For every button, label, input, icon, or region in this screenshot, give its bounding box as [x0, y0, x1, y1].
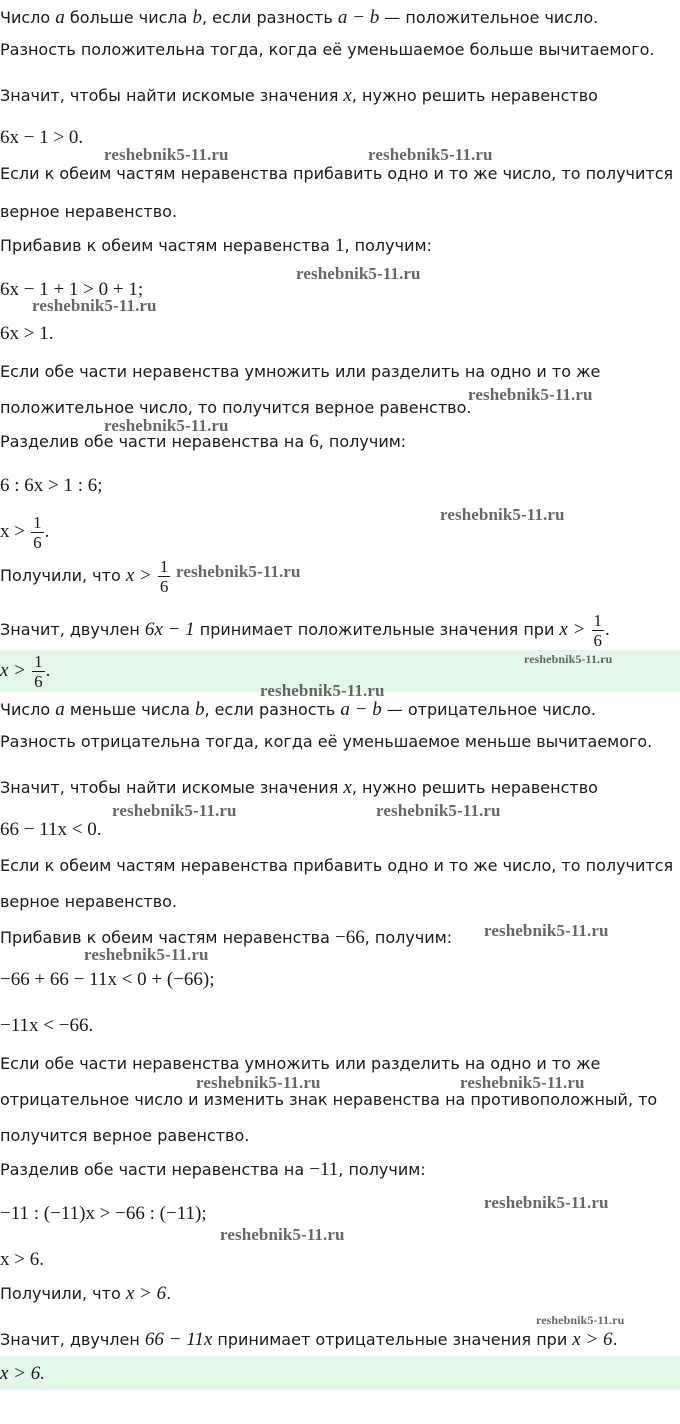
fraction	[32, 653, 45, 690]
p2-line-6: верное неравенство.	[0, 892, 178, 911]
math: 66 − 11x	[144, 1329, 213, 1350]
math: x >	[125, 565, 152, 586]
p2-line-3	[0, 778, 598, 798]
p1-answer	[0, 652, 50, 690]
p2-line-12: получится верное равенство.	[0, 1126, 250, 1145]
math: a	[55, 699, 65, 720]
watermark: reshebnik5-11.ru	[484, 921, 609, 940]
p2-step-result: −11x < −66.	[0, 1015, 94, 1036]
p2-line-2: Разность отрицательна тогда, когда её уменьшаемое меньше вычитаемого.	[0, 732, 653, 751]
watermark: reshebnik5-11.ru	[296, 264, 421, 283]
p1-line-16	[0, 610, 610, 650]
text: .	[166, 1284, 172, 1303]
numerator: 1	[33, 513, 42, 532]
text: Прибавив к обеим частям неравенства	[0, 236, 335, 255]
text: Прибавив к обеим частям неравенства	[0, 928, 335, 947]
text: больше числа	[64, 8, 193, 27]
text: Значит, чтобы найти искомые значения	[0, 778, 344, 797]
text: , нужно решить неравенство	[351, 778, 598, 797]
text: — положительное число.	[379, 8, 599, 27]
p2-line-7	[0, 928, 452, 948]
numerator: 1	[593, 611, 603, 630]
p1-line-3	[0, 86, 598, 106]
watermark: reshebnik5-11.ru	[260, 681, 385, 700]
math: a − b	[337, 7, 380, 28]
p1-line-6: верное неравенство.	[0, 202, 178, 221]
text: Число	[0, 8, 56, 27]
math: 1	[335, 235, 345, 256]
watermark: reshebnik5-11.ru	[484, 1193, 609, 1212]
text: Получили, что	[0, 566, 126, 585]
text: Разделив обе части неравенства на	[0, 1160, 310, 1179]
text: Число	[0, 700, 56, 719]
p2-line-16	[0, 1284, 171, 1304]
p1-inequality: 6x − 1 > 0.	[0, 127, 84, 148]
text: — отрицательное число.	[381, 700, 596, 719]
watermark: reshebnik5-11.ru	[196, 1073, 321, 1092]
p2-answer: x > 6.	[0, 1363, 46, 1384]
watermark: reshebnik5-11.ru	[468, 385, 593, 404]
math: 6	[309, 431, 319, 452]
math: a	[55, 7, 65, 28]
watermark: reshebnik5-11.ru	[104, 416, 229, 435]
watermark: reshebnik5-11.ru	[460, 1073, 585, 1092]
denominator: 6	[34, 672, 43, 691]
p2-line-17	[0, 1330, 618, 1350]
p2-step-result-2: x > 6.	[0, 1249, 44, 1270]
p2-step-add: −66 + 66 − 11x < 0 + (−66);	[0, 969, 215, 990]
math: x >	[0, 660, 27, 681]
text: Значит, двучлен	[0, 620, 145, 639]
math: b	[192, 7, 202, 28]
p2-step-divide: −11 : (−11)x > −66 : (−11);	[0, 1203, 207, 1224]
text: Разделив обе части неравенства на	[0, 432, 310, 451]
p2-inequality: 66 − 11x < 0.	[0, 819, 102, 840]
p1-step-fraction	[0, 512, 49, 552]
text: .	[612, 1330, 618, 1349]
p2-line-10: Если обе части неравенства умножить или разделить на одно и то же	[0, 1054, 601, 1073]
math: .	[45, 660, 51, 681]
text: Получили, что	[0, 1284, 126, 1303]
numerator: 1	[159, 557, 169, 576]
answer-band-2	[0, 1356, 680, 1390]
p1-step-add: 6x − 1 + 1 > 0 + 1;	[0, 279, 144, 300]
watermark: reshebnik5-11.ru	[440, 505, 565, 524]
watermark: reshebnik5-11.ru	[104, 145, 229, 164]
fraction	[592, 612, 605, 649]
text: , получим:	[364, 928, 453, 947]
denominator: 6	[33, 533, 42, 552]
watermark: reshebnik5-11.ru	[112, 801, 237, 820]
text: , получим:	[344, 236, 432, 255]
watermark: reshebnik5-11.ru	[220, 1225, 345, 1244]
p1-line-5: Если к обеим частям неравенства прибавить одно и то же число, то получится	[0, 164, 674, 183]
p1-line-11: положительное число, то получится верное равенство.	[0, 398, 472, 417]
p1-line-1	[0, 8, 598, 28]
p2-line-13	[0, 1160, 426, 1180]
denominator: 6	[159, 577, 169, 596]
text: принимает положительные значения при	[194, 620, 560, 639]
text: меньше числа	[64, 700, 195, 719]
p2-line-5: Если к обеим частям неравенства прибавить одно и то же число, то получится	[0, 856, 674, 875]
p2-line-1	[0, 700, 596, 720]
p1-line-7	[0, 236, 432, 256]
text: принимает отрицательные значения при	[212, 1330, 573, 1349]
math: .	[44, 521, 50, 542]
text: Значит, двучлен	[0, 1330, 145, 1349]
p1-line-15	[0, 556, 171, 596]
text: Значит, чтобы найти искомые значения	[0, 86, 344, 105]
watermark: reshebnik5-11.ru	[368, 145, 493, 164]
p1-line-10: Если обе части неравенства умножить или разделить на одно и то же	[0, 362, 601, 381]
text: , получим:	[318, 432, 407, 451]
watermark: reshebnik5-11.ru	[536, 1313, 625, 1327]
math: −66	[335, 927, 365, 948]
numerator: 1	[34, 652, 43, 671]
text: , если разность	[202, 8, 338, 27]
text: , если разность	[204, 700, 341, 719]
math: x	[343, 777, 352, 798]
watermark: reshebnik5-11.ru	[84, 945, 209, 964]
denominator: 6	[593, 631, 603, 650]
watermark: reshebnik5-11.ru	[32, 296, 157, 315]
math: .	[605, 619, 610, 640]
math: x > 6	[125, 1283, 167, 1304]
math: b	[195, 699, 205, 720]
math: x >	[559, 619, 586, 640]
fraction	[158, 558, 171, 595]
math: x	[343, 85, 352, 106]
fraction	[31, 514, 44, 551]
math: 6x − 1	[144, 619, 195, 640]
watermark: reshebnik5-11.ru	[524, 652, 613, 666]
p1-step-result: 6x > 1.	[0, 323, 54, 344]
watermark: reshebnik5-11.ru	[176, 562, 301, 581]
math: x > 6	[572, 1329, 613, 1350]
text: , получим:	[338, 1160, 426, 1179]
math: −11	[309, 1159, 339, 1180]
text: , нужно решить неравенство	[351, 86, 598, 105]
math: a − b	[340, 699, 382, 720]
p1-step-divide: 6 : 6x > 1 : 6;	[0, 475, 103, 496]
p2-line-11: отрицательное число и изменить знак неравенства на противоположный, то	[0, 1090, 658, 1109]
math: x >	[0, 521, 25, 542]
p1-line-2: Разность положительна тогда, когда её уменьшаемое больше вычитаемого.	[0, 40, 655, 59]
watermark: reshebnik5-11.ru	[376, 801, 501, 820]
